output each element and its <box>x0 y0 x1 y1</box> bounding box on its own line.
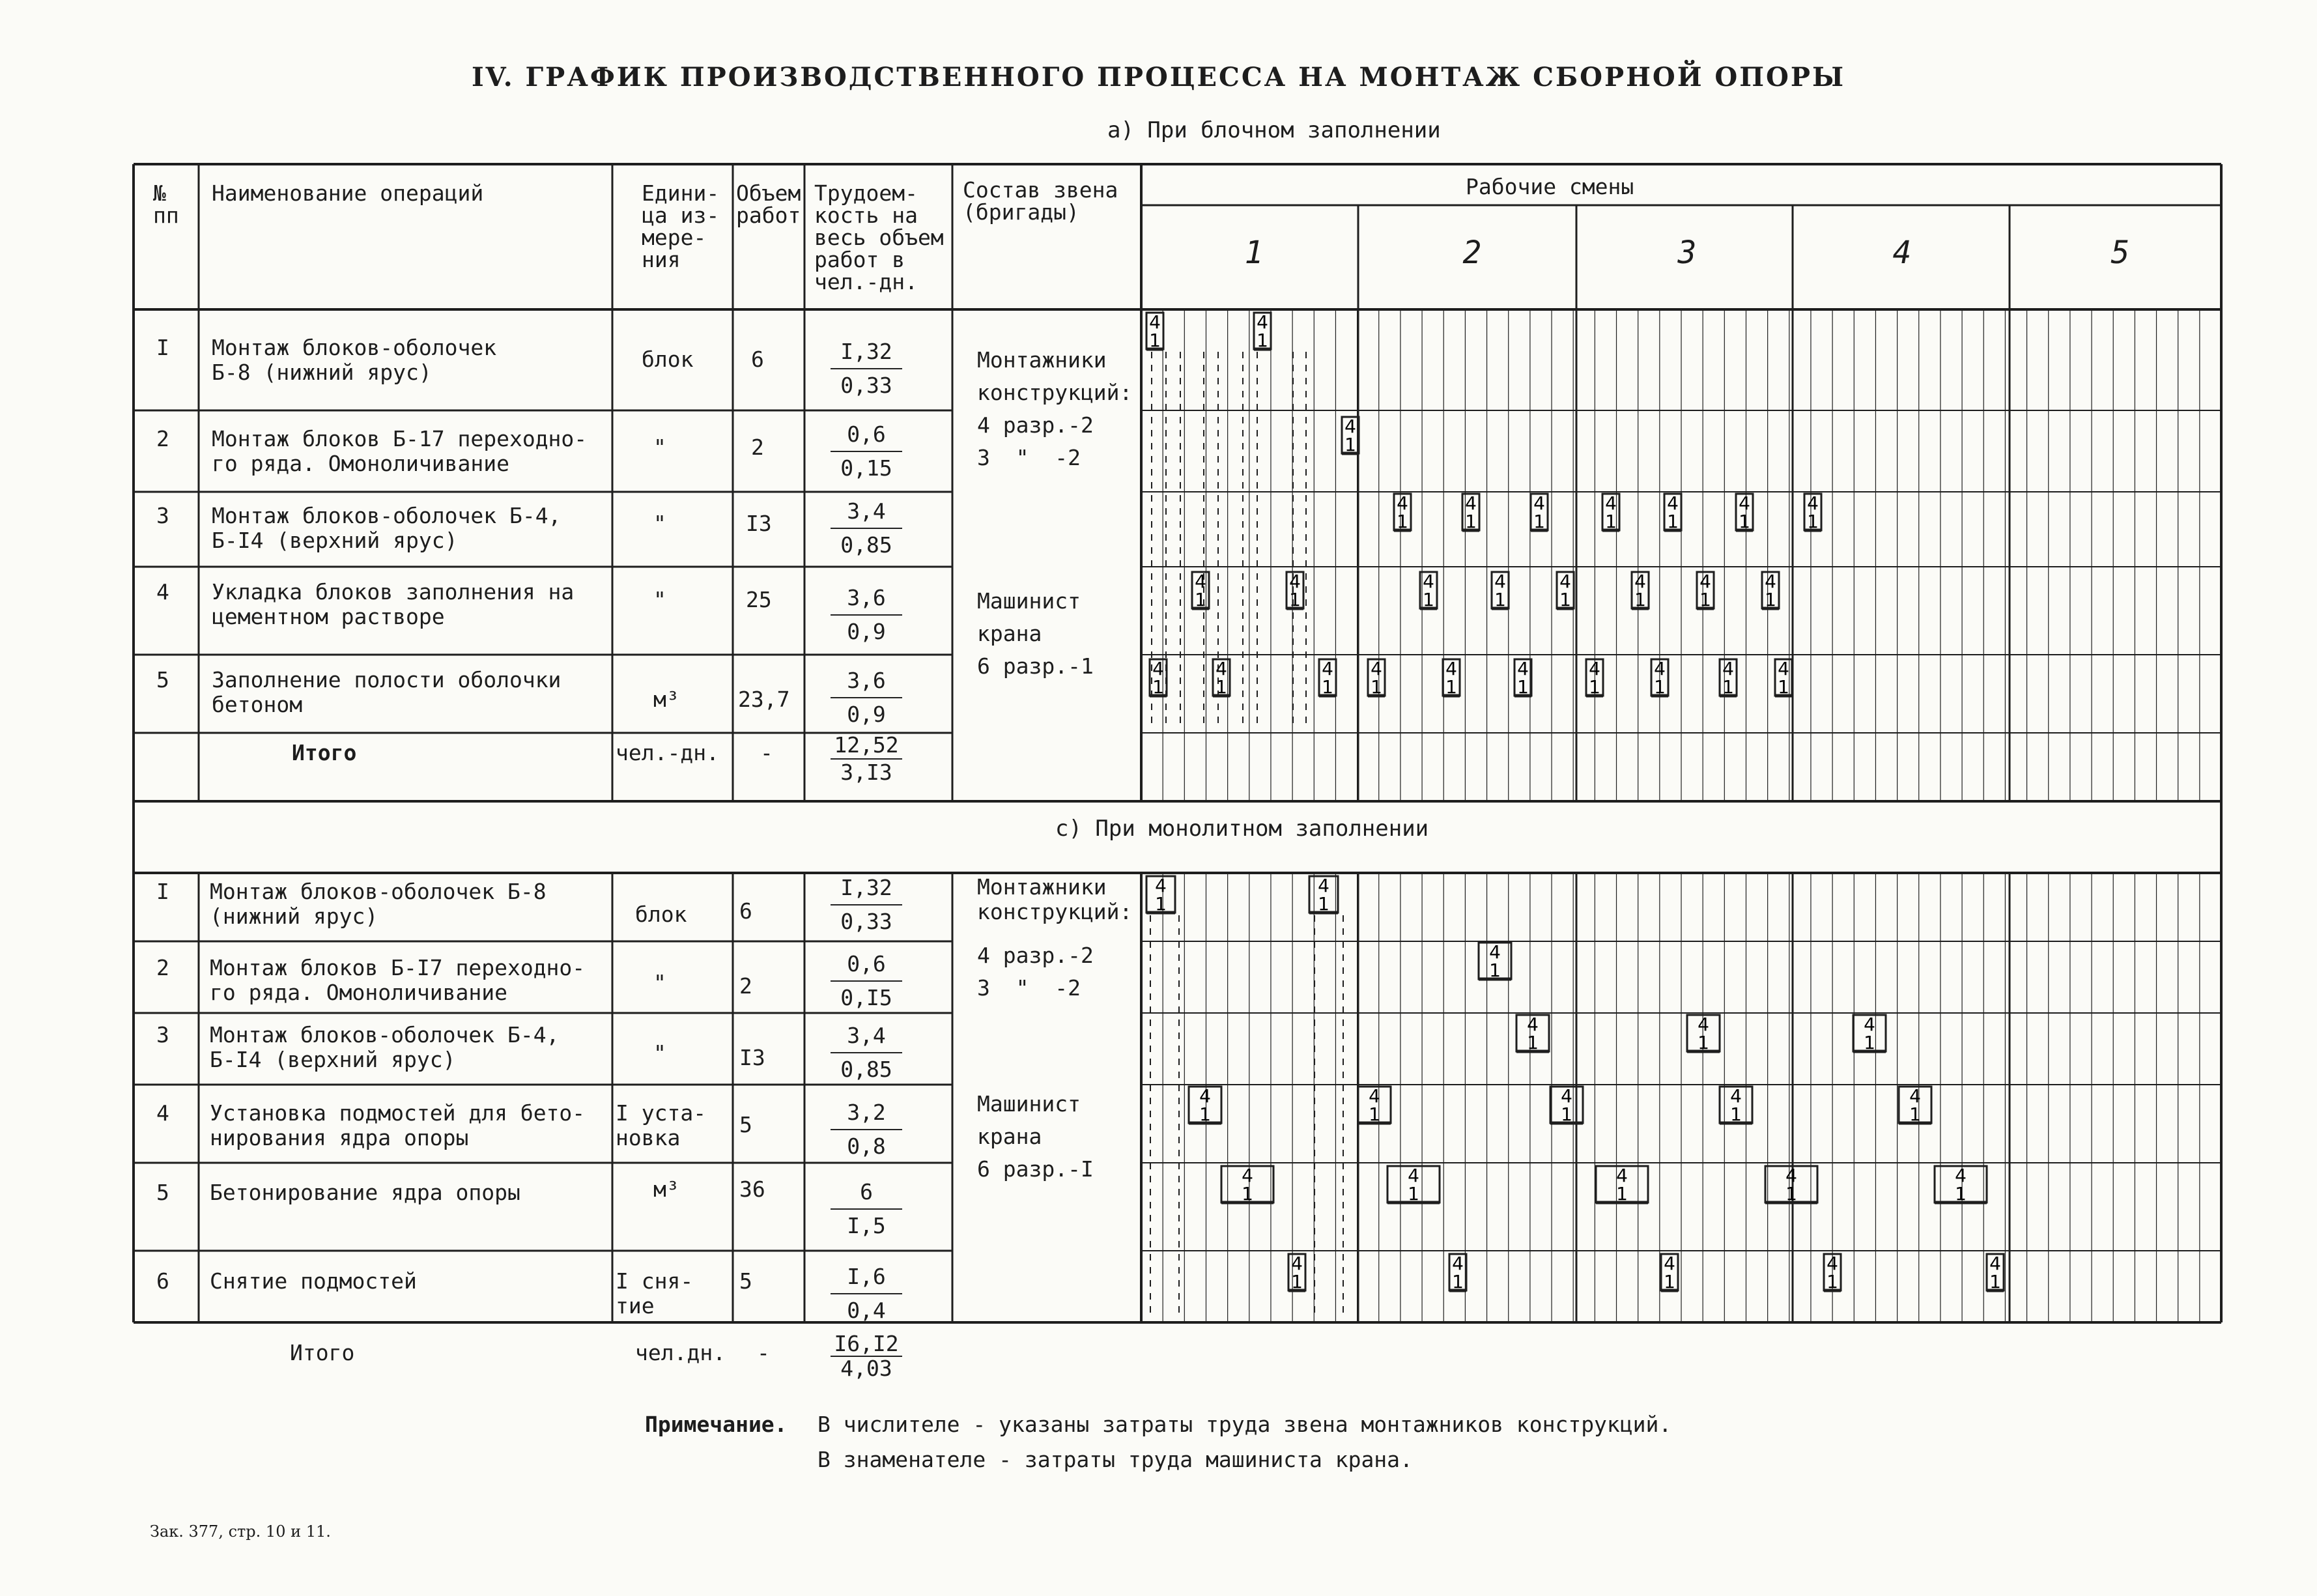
svg-text:1: 1 <box>1452 1271 1464 1292</box>
table-row-a4-no: 4 <box>156 579 169 605</box>
svg-text:1: 1 <box>1215 676 1227 698</box>
table-row-c4-no: 4 <box>156 1100 169 1126</box>
table-row-c6-volume: 5 <box>739 1268 752 1294</box>
svg-text:1: 1 <box>1605 511 1617 532</box>
svg-text:1: 1 <box>1152 676 1164 698</box>
gantt-mark <box>1146 875 1175 915</box>
svg-text:4: 4 <box>1807 492 1819 514</box>
svg-text:4: 4 <box>1989 1253 2001 1274</box>
labor-numerator: 3,2 <box>831 1096 902 1130</box>
table-row-a3-no: 3 <box>156 503 169 528</box>
labor-numerator: 3,4 <box>831 495 902 529</box>
labor-numerator: 12,52 <box>831 732 902 760</box>
labor-numerator: I,6 <box>831 1261 902 1294</box>
total-c-label: Итого <box>290 1340 355 1365</box>
gantt-mark <box>1358 1085 1391 1125</box>
svg-text:1: 1 <box>1722 676 1734 698</box>
gantt-mark <box>1462 492 1479 532</box>
svg-text:1: 1 <box>1344 434 1356 455</box>
crew-line: 4 разр.-2 <box>977 943 1094 968</box>
crew-line: Машинист <box>977 1091 1081 1117</box>
gantt-mark <box>1550 1085 1583 1125</box>
table-row-c4-unit: I уста- новка <box>616 1100 707 1150</box>
svg-text:1: 1 <box>1371 676 1382 698</box>
svg-text:4: 4 <box>1739 492 1750 514</box>
gantt-mark <box>1824 1253 1841 1292</box>
section-c-title: с) При монолитном заполнении <box>1055 816 1429 842</box>
svg-text:1: 1 <box>1465 511 1477 532</box>
gantt-mark <box>1765 1165 1817 1204</box>
gantt-mark <box>1899 1085 1931 1125</box>
note-label: Примечание. <box>645 1412 788 1437</box>
svg-text:4: 4 <box>1517 658 1529 679</box>
crew-a <box>977 344 1132 474</box>
table-row-a2-name: Монтаж блоков Б-17 переходно- го ряда. Омоноличивание <box>212 426 588 476</box>
crew-line: конструкций: <box>977 899 1133 924</box>
crew-c-crane <box>977 1088 1094 1186</box>
gantt-mark <box>1192 571 1209 610</box>
labor-denominator: 0,I5 <box>840 985 892 1010</box>
total-a-volume: - <box>760 740 773 765</box>
svg-text:1: 1 <box>1616 1183 1628 1204</box>
svg-text:4: 4 <box>1778 658 1789 679</box>
svg-text:4: 4 <box>1664 1253 1675 1274</box>
header-labor: Трудоем- кость на весь объем работ в чел.-дн. <box>814 180 944 294</box>
table-row-c1-no: I <box>156 879 169 904</box>
crew-c-grades <box>977 939 1094 1005</box>
labor-numerator: 3,6 <box>831 582 902 616</box>
table-row-c2-no: 2 <box>156 955 169 980</box>
svg-text:4: 4 <box>1589 658 1600 679</box>
svg-text:1: 1 <box>1195 589 1206 610</box>
gantt-mark <box>1288 1253 1305 1292</box>
note-line: В числителе - указаны затраты труда звена монтажников конструкций. <box>817 1412 1672 1437</box>
table-row-a1-name: Монтаж блоков-оболочек Б-8 (нижний ярус) <box>212 335 497 385</box>
svg-text:4: 4 <box>1344 416 1356 437</box>
table-row-c1-volume: 6 <box>739 898 752 924</box>
table-row-a4-volume: 25 <box>746 587 772 612</box>
svg-text:1: 1 <box>1589 676 1600 698</box>
table-row-c2-volume: 2 <box>739 973 752 999</box>
gantt-mark <box>1420 571 1437 610</box>
header-no: № пп <box>153 180 179 228</box>
svg-text:1: 1 <box>1149 330 1161 351</box>
svg-text:1: 1 <box>1199 1104 1211 1125</box>
gantt-mark <box>1146 311 1163 351</box>
total-a-labor <box>811 732 922 786</box>
labor-numerator: I6,I2 <box>831 1332 902 1357</box>
crew-line: Монтажники <box>977 874 1107 900</box>
shift-number-2: 2 <box>1462 235 1482 271</box>
crew-a-crane <box>977 585 1094 683</box>
labor-denominator: 0,15 <box>840 455 892 481</box>
svg-text:4: 4 <box>1452 1253 1464 1274</box>
labor-denominator: 3,I3 <box>840 760 892 785</box>
gantt-mark <box>1596 1165 1648 1204</box>
gantt-mark <box>1286 571 1303 610</box>
svg-text:1: 1 <box>1291 1271 1303 1292</box>
svg-text:1: 1 <box>1699 589 1711 610</box>
table-row-c2-unit: " <box>653 970 666 995</box>
table-row-a4-name: Укладка блоков заполнения на цементном растворе <box>212 579 575 629</box>
shift-number-4: 4 <box>1892 235 1912 271</box>
svg-text:1: 1 <box>1494 589 1506 610</box>
svg-text:4: 4 <box>1698 1014 1709 1035</box>
gantt-mark <box>1664 492 1681 532</box>
table-row-c1-name: Монтаж блоков-оболочек Б-8 (нижний ярус) <box>210 879 547 929</box>
labor-denominator: 0,9 <box>847 702 886 727</box>
gantt-mark <box>1189 1085 1221 1125</box>
svg-text:1: 1 <box>1955 1183 1967 1204</box>
table-row-c3-no: 3 <box>156 1022 169 1047</box>
svg-text:1: 1 <box>1807 511 1819 532</box>
table-row-a1-no: I <box>156 335 169 360</box>
svg-text:4: 4 <box>1291 1253 1303 1274</box>
table-row-a1-unit: блок <box>642 347 694 372</box>
svg-text:1: 1 <box>1155 893 1167 915</box>
svg-text:1: 1 <box>1533 511 1545 532</box>
svg-text:4: 4 <box>1397 492 1408 514</box>
table-row-c5-unit: м³ <box>653 1176 679 1202</box>
svg-text:4: 4 <box>1289 571 1301 592</box>
gantt-mark <box>1514 658 1531 698</box>
table-row-c6-labor <box>811 1261 922 1327</box>
gantt-mark <box>1632 571 1649 610</box>
svg-text:4: 4 <box>1616 1165 1628 1186</box>
note-line: В знаменателе - затраты труда машиниста крана. <box>817 1447 1413 1472</box>
svg-text:4: 4 <box>1423 571 1434 592</box>
svg-text:4: 4 <box>1465 492 1477 514</box>
gantt-mark <box>1479 941 1511 981</box>
shift-number-5: 5 <box>2111 235 2130 271</box>
labor-denominator: 0,9 <box>847 619 886 644</box>
gantt-mark <box>1443 658 1460 698</box>
crew-line: Монтажники <box>977 347 1107 373</box>
table-row-c5-labor <box>811 1176 922 1242</box>
svg-text:1: 1 <box>1527 1032 1539 1053</box>
svg-text:1: 1 <box>1698 1032 1709 1053</box>
table-row-a1-labor <box>811 335 922 402</box>
table-row-a5-unit: м³ <box>653 687 679 712</box>
svg-text:4: 4 <box>1561 1085 1572 1107</box>
shift-number-3: 3 <box>1677 235 1697 271</box>
svg-text:4: 4 <box>1257 311 1268 333</box>
svg-text:4: 4 <box>1371 658 1382 679</box>
gantt-mark <box>1762 571 1779 610</box>
labor-denominator: 0,33 <box>840 373 892 398</box>
svg-text:4: 4 <box>1827 1253 1838 1274</box>
labor-denominator: I,5 <box>847 1213 886 1238</box>
svg-text:1: 1 <box>1559 589 1571 610</box>
table-row-a5-volume: 23,7 <box>738 687 790 712</box>
svg-text:4: 4 <box>1408 1165 1419 1186</box>
crew-line: Машинист <box>977 588 1081 614</box>
labor-numerator: 6 <box>831 1176 902 1210</box>
svg-text:4: 4 <box>1369 1085 1380 1107</box>
gantt-mark <box>1853 1014 1886 1053</box>
table-row-c5-no: 5 <box>156 1180 169 1205</box>
gantt-mark <box>1935 1165 1987 1204</box>
svg-text:4: 4 <box>1559 571 1571 592</box>
labor-numerator: 0,6 <box>831 418 902 452</box>
table-row-c3-labor <box>811 1019 922 1086</box>
svg-text:4: 4 <box>1765 571 1776 592</box>
svg-text:1: 1 <box>1322 676 1333 698</box>
labor-denominator: 0,85 <box>840 532 892 558</box>
table-row-c5-name: Бетонирование ядра опоры <box>210 1180 520 1205</box>
labor-numerator: 0,6 <box>831 948 902 982</box>
crew-line: крана <box>977 1124 1042 1149</box>
labor-denominator: 0,33 <box>840 909 892 934</box>
svg-text:1: 1 <box>1778 676 1789 698</box>
gantt-mark <box>1736 492 1753 532</box>
gantt-mark <box>1368 658 1385 698</box>
gantt-mark <box>1697 571 1714 610</box>
gantt-mark <box>1987 1253 2004 1292</box>
crew-line: 4 разр.-2 <box>977 412 1094 438</box>
svg-text:4: 4 <box>1322 658 1333 679</box>
table-row-c4-labor <box>811 1096 922 1163</box>
svg-text:1: 1 <box>1989 1271 2001 1292</box>
table-row-c3-unit: " <box>653 1040 666 1066</box>
gantt-mark <box>1394 492 1411 532</box>
svg-text:4: 4 <box>1730 1085 1742 1107</box>
section-a-title: а) При блочном заполнении <box>1107 117 1441 143</box>
gantt-mark <box>1586 658 1603 698</box>
svg-text:4: 4 <box>1699 571 1711 592</box>
svg-text:1: 1 <box>1561 1104 1572 1125</box>
gantt-mark <box>1492 571 1509 610</box>
table-row-c4-name: Установка подмостей для бето- нирования ядра опоры <box>210 1100 586 1150</box>
svg-text:1: 1 <box>1667 511 1679 532</box>
svg-text:4: 4 <box>1489 941 1501 963</box>
svg-text:4: 4 <box>1527 1014 1539 1035</box>
svg-text:1: 1 <box>1517 676 1529 698</box>
gantt-mark <box>1342 416 1359 455</box>
gantt-mark <box>1309 875 1338 915</box>
table-row-c3-volume: I3 <box>739 1045 765 1070</box>
svg-text:1: 1 <box>1318 893 1329 915</box>
labor-denominator: 0,4 <box>847 1298 886 1323</box>
total-a-unit: чел.-дн. <box>616 740 719 765</box>
gantt-mark <box>1804 492 1821 532</box>
svg-text:4: 4 <box>1318 875 1329 896</box>
table-row-a3-unit: " <box>653 511 666 536</box>
gantt-mark <box>1661 1253 1678 1292</box>
svg-text:1: 1 <box>1664 1271 1675 1292</box>
table-row-a5-name: Заполнение полости оболочки бетоном <box>212 667 561 717</box>
crew-line: крана <box>977 621 1042 646</box>
svg-text:1: 1 <box>1289 589 1301 610</box>
header-crew: Состав звена (бригады) <box>963 177 1118 225</box>
svg-text:1: 1 <box>1739 511 1750 532</box>
svg-text:4: 4 <box>1654 658 1666 679</box>
svg-text:4: 4 <box>1864 1014 1875 1035</box>
labor-numerator: 3,4 <box>831 1019 902 1053</box>
gantt-mark <box>1319 658 1336 698</box>
table-row-a5-labor <box>811 664 922 731</box>
labor-denominator: 0,8 <box>847 1133 886 1159</box>
svg-text:4: 4 <box>1955 1165 1967 1186</box>
gantt-mark <box>1254 311 1271 351</box>
crew-line: конструкций: <box>977 380 1133 405</box>
svg-text:1: 1 <box>1489 960 1501 981</box>
svg-text:4: 4 <box>1605 492 1617 514</box>
table-row-c6-no: 6 <box>156 1268 169 1294</box>
svg-text:1: 1 <box>1827 1271 1838 1292</box>
svg-text:4: 4 <box>1215 658 1227 679</box>
svg-text:1: 1 <box>1408 1183 1419 1204</box>
header-name: Наименование операций <box>212 180 484 206</box>
table-row-c2-name: Монтаж блоков Б-I7 переходно- го ряда. Омоноличивание <box>210 955 586 1005</box>
table-row-c4-volume: 5 <box>739 1112 752 1137</box>
svg-text:1: 1 <box>1765 589 1776 610</box>
labor-numerator: 3,6 <box>831 664 902 698</box>
total-c-unit: чел.дн. <box>635 1340 726 1365</box>
svg-text:1: 1 <box>1423 589 1434 610</box>
header-shifts: Рабочие смены <box>1466 174 1634 199</box>
crew-line: 3 " -2 <box>977 975 1081 1001</box>
total-c-labor <box>811 1332 922 1380</box>
total-c-volume: - <box>757 1340 770 1365</box>
page-title: IV. ГРАФИК ПРОИЗВОДСТВЕННОГО ПРОЦЕССА НА МОНТАЖ СБОРНОЙ ОПОРЫ <box>471 62 1846 93</box>
svg-text:4: 4 <box>1199 1085 1211 1107</box>
svg-text:1: 1 <box>1730 1104 1742 1125</box>
table-row-a4-unit: " <box>653 587 666 612</box>
gantt-mark <box>1221 1165 1273 1204</box>
gantt-mark <box>1687 1014 1720 1053</box>
table-row-a2-unit: " <box>653 435 666 460</box>
svg-text:4: 4 <box>1155 875 1167 896</box>
crew-line: 6 разр.-1 <box>977 653 1094 679</box>
svg-text:4: 4 <box>1634 571 1646 592</box>
svg-text:1: 1 <box>1397 511 1408 532</box>
labor-denominator: 0,85 <box>840 1057 892 1082</box>
svg-text:4: 4 <box>1533 492 1545 514</box>
table-row-c1-unit: блок <box>635 902 687 927</box>
svg-text:4: 4 <box>1909 1085 1921 1107</box>
table-row-a2-labor <box>811 418 922 485</box>
svg-text:4: 4 <box>1785 1165 1797 1186</box>
svg-text:1: 1 <box>1864 1032 1875 1053</box>
svg-text:1: 1 <box>1634 589 1646 610</box>
svg-text:1: 1 <box>1654 676 1666 698</box>
table-row-c5-volume: 36 <box>739 1176 765 1202</box>
svg-text:1: 1 <box>1785 1183 1797 1204</box>
note-text <box>817 1407 1671 1477</box>
gantt-mark <box>1557 571 1574 610</box>
table-row-a3-name: Монтаж блоков-оболочек Б-4, Б-I4 (верхний ярус) <box>212 503 561 553</box>
table-row-a2-no: 2 <box>156 426 169 451</box>
svg-text:4: 4 <box>1722 658 1734 679</box>
table-row-c6-unit: I сня- тие <box>616 1268 694 1318</box>
svg-text:1: 1 <box>1369 1104 1380 1125</box>
total-a-label: Итого <box>292 740 357 765</box>
svg-text:4: 4 <box>1667 492 1679 514</box>
header-volume: Объем работ <box>736 180 801 228</box>
labor-numerator: I,32 <box>831 335 902 369</box>
table-row-a3-labor <box>811 495 922 562</box>
svg-text:1: 1 <box>1257 330 1268 351</box>
svg-text:1: 1 <box>1445 676 1457 698</box>
svg-text:4: 4 <box>1494 571 1506 592</box>
gantt-mark <box>1720 658 1737 698</box>
table-row-a1-volume: 6 <box>751 347 764 372</box>
crew-c <box>977 875 1132 924</box>
table-row-a3-volume: I3 <box>746 511 772 536</box>
crew-line: 3 " -2 <box>977 445 1081 470</box>
table-row-c2-labor <box>811 948 922 1014</box>
svg-text:1: 1 <box>1909 1104 1921 1125</box>
table-row-c6-name: Снятие подмостей <box>210 1268 417 1294</box>
svg-text:4: 4 <box>1195 571 1206 592</box>
gantt-mark <box>1387 1165 1440 1204</box>
gantt-mark <box>1531 492 1548 532</box>
gantt-mark <box>1516 1014 1549 1053</box>
svg-text:4: 4 <box>1152 658 1164 679</box>
crew-line: 6 разр.-I <box>977 1156 1094 1182</box>
gantt-mark <box>1651 658 1668 698</box>
table-row-a5-no: 5 <box>156 667 169 692</box>
labor-numerator: I,32 <box>831 872 902 905</box>
svg-text:4: 4 <box>1445 658 1457 679</box>
table-row-c1-labor <box>811 872 922 938</box>
svg-text:4: 4 <box>1242 1165 1253 1186</box>
svg-text:4: 4 <box>1149 311 1161 333</box>
shift-number-1: 1 <box>1244 235 1264 271</box>
table-row-a4-labor <box>811 582 922 648</box>
table-row-a2-volume: 2 <box>751 435 764 460</box>
footer-reference: Зак. 377, стр. 10 и 11. <box>150 1522 331 1541</box>
gantt-mark <box>1449 1253 1466 1292</box>
header-unit: Едини- ца из- мере- ния <box>642 180 720 272</box>
svg-text:1: 1 <box>1242 1183 1253 1204</box>
labor-denominator: 4,03 <box>840 1356 892 1381</box>
table-row-c3-name: Монтаж блоков-оболочек Б-4, Б-I4 (верхний ярус) <box>210 1022 560 1072</box>
